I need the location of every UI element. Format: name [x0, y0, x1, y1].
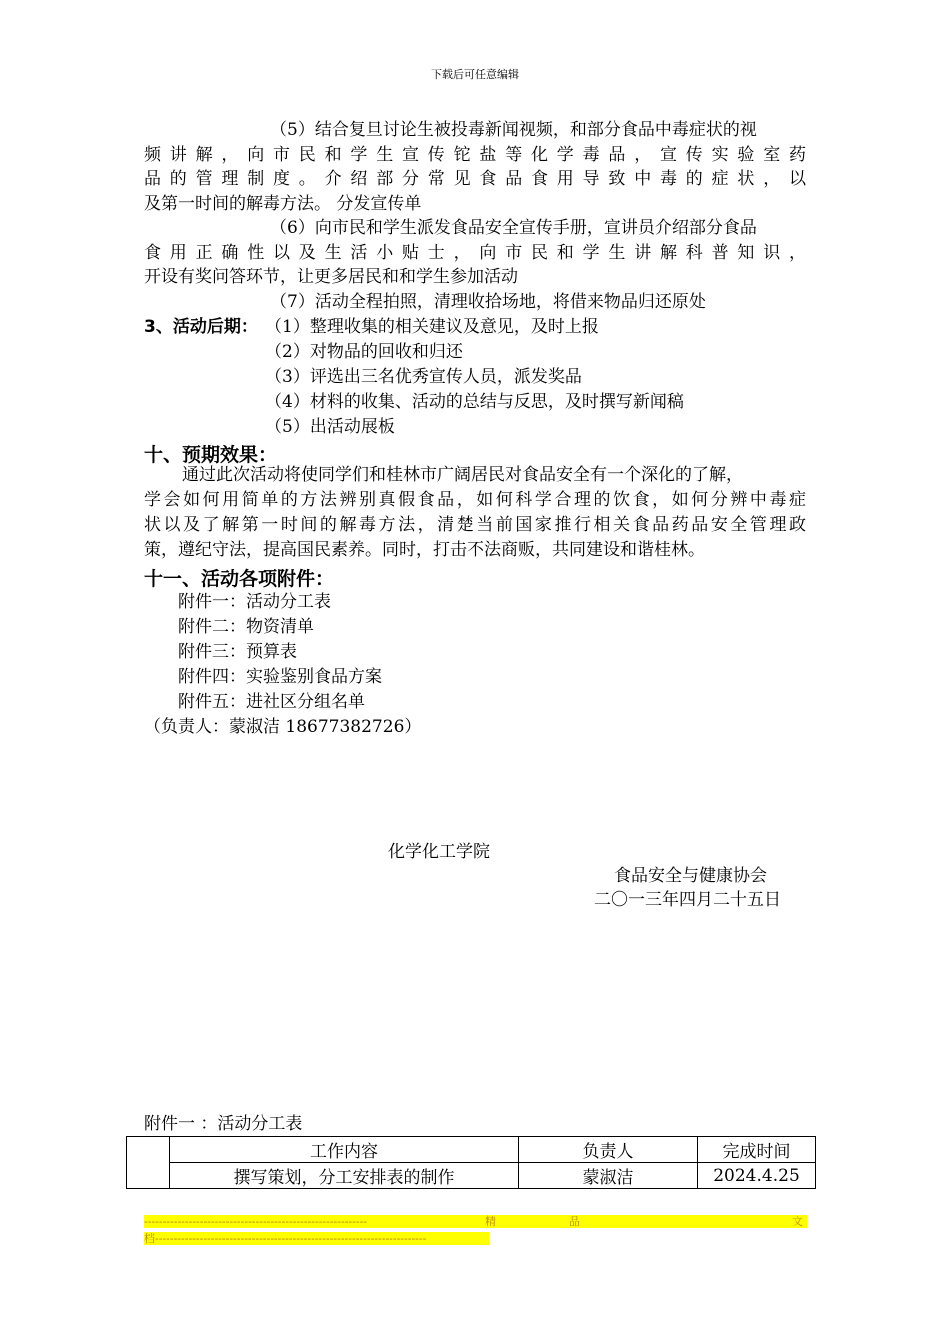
heading-attachments: 十一、活动各项附件： [144, 568, 335, 590]
footer-dashes: ------------------------------------------------------------ [144, 1215, 368, 1228]
phase3-item-3: （3）评选出三名优秀宣传人员，派发奖品 [265, 367, 582, 387]
item5-line2: 频讲解，向市民和学生宣传铊盐等化学毒品，宣传实验室药 [144, 144, 806, 165]
effect-line4: 策，遵纪守法，提高国民素养。同时，打击不法商贩，共同建设和谐桂林。 [144, 540, 705, 560]
effect-line3: 状以及了解第一时间的解毒方法，清楚当前国家推行相关食品药品安全管理政 [144, 515, 806, 535]
item5-line4: 及第一时间的解毒方法。 分发宣传单 [144, 193, 422, 214]
cell-owner: 蒙淑洁 [519, 1163, 698, 1189]
footer-char-3: 文 [792, 1215, 803, 1228]
cell-work-content: 撰写策划，分工安排表的制作 [170, 1163, 519, 1189]
header-deadline: 完成时间 [698, 1137, 816, 1163]
division-table [126, 1136, 816, 1189]
attachment-2: 附件二：物资清单 [178, 617, 314, 637]
header-work-content: 工作内容 [170, 1137, 519, 1163]
header-note: 下载后可任意编辑 [431, 68, 519, 81]
table-caption: 附件一 ：活动分工表 [144, 1114, 303, 1134]
attachment-3: 附件三：预算表 [178, 642, 297, 662]
footer-line2: 档------------------------------------------------------------------------- [144, 1232, 489, 1245]
phase3-item-4: （4）材料的收集、活动的总结与反思，及时撰写新闻稿 [265, 392, 684, 412]
phase3-label: 3、活动后期： [144, 317, 258, 337]
footer-char-1: 精 [485, 1215, 496, 1228]
footer-char-2: 品 [569, 1215, 580, 1228]
attachment-4: 附件四：实验鉴别食品方案 [178, 667, 382, 687]
effect-line2: 学会如何用简单的方法辨别真假食品，如何科学合理的饮食，如何分辨中毒症 [144, 490, 806, 510]
sign-date: 二〇一三年四月二十五日 [594, 890, 781, 910]
table-header-row [127, 1137, 816, 1163]
item6-line3: 开设有奖问答环节，让更多居民和和学生参加活动 [144, 267, 518, 287]
contact-line: （负责人：蒙淑洁 18677382726） [144, 717, 422, 737]
item6-line1: （6）向市民和学生派发食品安全宣传手册，宣讲员介绍部分食品 [270, 218, 757, 238]
item5-line1: （5）结合复旦讨论生被投毒新闻视频，和部分食品中毒症状的视 [270, 120, 757, 140]
footer-line1 [144, 1215, 807, 1228]
phase3-item-1: （1）整理收集的相关建议及意见，及时上报 [265, 317, 599, 337]
phase3-item-2: （2）对物品的回收和归还 [265, 342, 463, 362]
header-owner: 负责人 [519, 1137, 698, 1163]
item7: （7）活动全程拍照，清理收拾场地，将借来物品归还原处 [270, 292, 706, 312]
cell-deadline: 2024.4.25 [698, 1163, 816, 1189]
item6-line2: 食用正确性以及生活小贴士，向市民和学生讲解科普知识， [144, 242, 806, 263]
heading-expected-effect: 十、预期效果： [144, 444, 278, 466]
attachment-1: 附件一：活动分工表 [178, 592, 331, 612]
item5-line3: 品的管理制度。介绍部分常见食品食用导致中毒的症状，以 [144, 169, 806, 189]
table-blank-cell [127, 1137, 170, 1189]
attachment-5: 附件五：进社区分组名单 [178, 692, 365, 712]
phase3-item-5: （5）出活动展板 [265, 417, 395, 437]
effect-line1: 通过此次活动将使同学们和桂林市广阔居民对食品安全有一个深化的了解， [182, 465, 743, 485]
sign-association: 食品安全与健康协会 [614, 866, 767, 886]
table-row [127, 1163, 816, 1189]
sign-school: 化学化工学院 [388, 842, 490, 862]
